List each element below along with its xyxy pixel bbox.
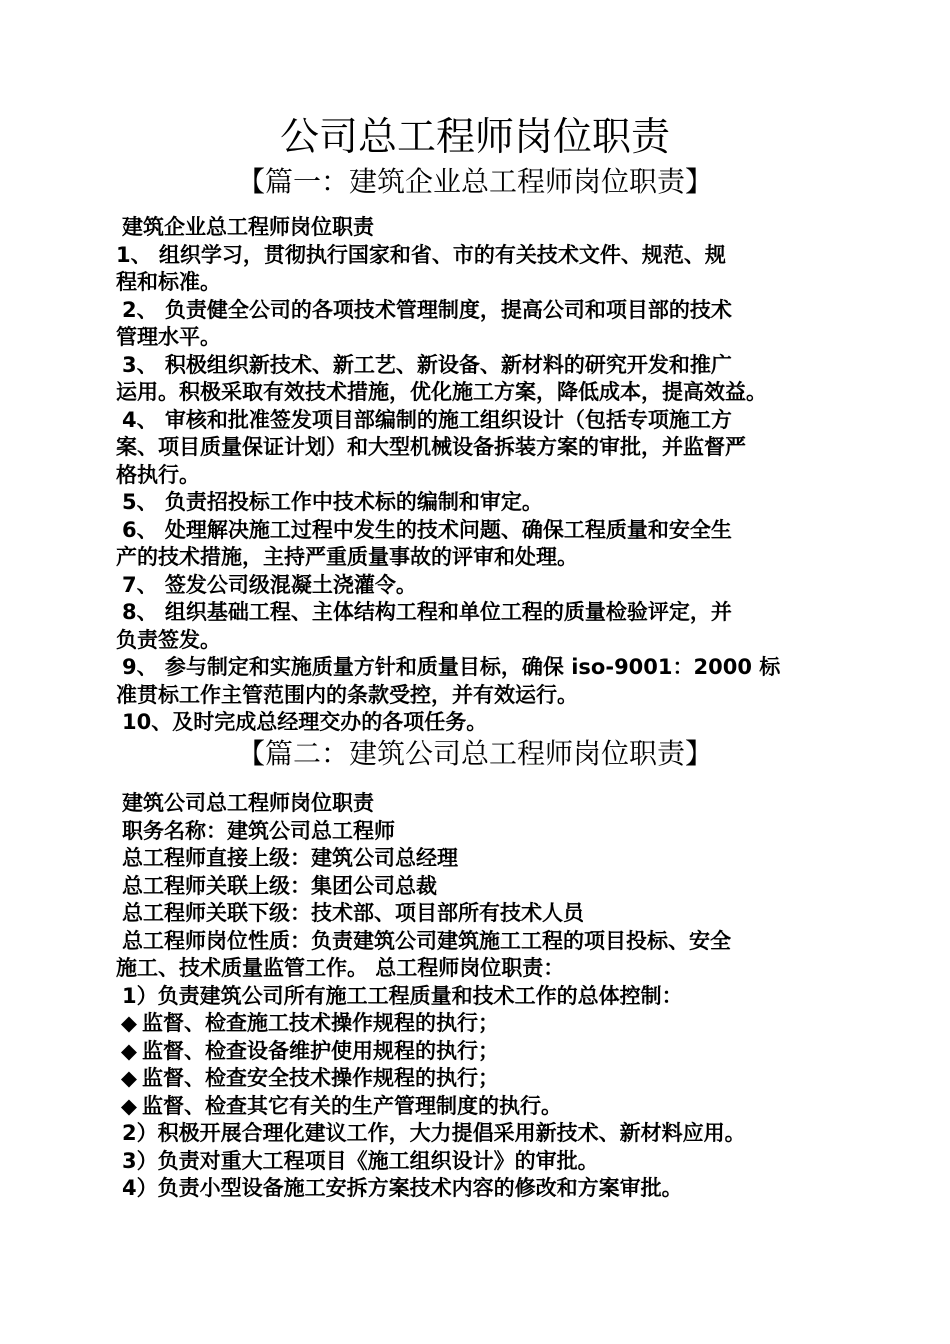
section2-line: 2）积极开展合理化建议工作，大力提倡采用新技术、新材料应用。 <box>122 1121 746 1145</box>
section1-line: 9、 参与制定和实施质量方针和质量目标，确保 iso-9001：2000 标 <box>122 655 781 679</box>
bullet-diamond-icon: ◆ <box>120 1066 138 1090</box>
section2-heading: 建筑公司总工程师岗位职责 <box>122 791 374 815</box>
section1-heading: 建筑企业总工程师岗位职责 <box>122 215 374 239</box>
section1-line: 案、项目质量保证计划）和大型机械设备拆装方案的审批，并监督严 <box>116 435 746 459</box>
section1-line: 6、 处理解决施工过程中发生的技术问题、确保工程质量和安全生 <box>122 517 732 542</box>
section2-body <box>116 790 856 1203</box>
bullet-item <box>116 1065 856 1093</box>
section1-line: 产的技术措施，主持严重质量事故的评审和处理。 <box>116 545 578 569</box>
bullet-item <box>116 1010 856 1038</box>
section2-line: 3）负责对重大工程项目《施工组织设计》的审批。 <box>122 1148 599 1173</box>
bullet-item <box>116 1093 856 1121</box>
section1-line: 程和标准。 <box>116 270 221 294</box>
bullet-diamond-icon: ◆ <box>120 1011 138 1035</box>
section1-line: 准贯标工作主管范围内的条款受控，并有效运行。 <box>116 682 578 707</box>
section1-line: 10、及时完成总经理交办的各项任务。 <box>122 710 488 734</box>
bullet-item <box>116 1038 856 1066</box>
section1-line: 运用。积极采取有效技术措施，优化施工方案，降低成本，提高效益。 <box>116 380 767 404</box>
section2-line: 总工程师岗位性质：负责建筑公司建筑施工工程的项目投标、安全 <box>122 928 731 953</box>
document-title: 公司总工程师岗位职责 <box>279 115 670 160</box>
bullet-text: 监督、检查安全技术操作规程的执行； <box>142 1066 499 1090</box>
section2-line: 总工程师直接上级：建筑公司总经理 <box>122 846 458 870</box>
section1-line: 管理水平。 <box>116 325 221 349</box>
section1-line: 格执行。 <box>116 462 200 487</box>
section1-line: 1、 组织学习，贯彻执行国家和省、市的有关技术文件、规范、规 <box>116 242 726 267</box>
section2-line: 施工、技术质量监管工作。 总工程师岗位职责： <box>116 956 565 980</box>
section2-line: 职务名称：建筑公司总工程师 <box>122 818 395 843</box>
bullet-text: 监督、检查设备维护使用规程的执行； <box>142 1038 499 1063</box>
section1-line: 8、 组织基础工程、主体结构工程和单位工程的质量检验评定，并 <box>122 600 732 624</box>
bullet-diamond-icon: ◆ <box>120 1038 138 1063</box>
section2-line: 4）负责小型设备施工安拆方案技术内容的修改和方案审批。 <box>122 1176 683 1200</box>
section1-line: 3、 积极组织新技术、新工艺、新设备、新材料的研究开发和推广 <box>122 352 732 377</box>
section1-title: 【篇一：建筑企业总工程师岗位职责】 <box>236 165 713 198</box>
section1-line: 4、 审核和批准签发项目部编制的施工组织设计（包括专项施工方 <box>122 407 732 432</box>
section2-title: 【篇二：建筑公司总工程师岗位职责】 <box>236 737 713 770</box>
section1-line: 7、 签发公司级混凝土浇灌令。 <box>122 572 417 597</box>
section1-body <box>116 214 856 737</box>
section1-line: 2、 负责健全公司的各项技术管理制度，提高公司和项目部的技术 <box>122 297 732 322</box>
section2-line: 总工程师关联下级：技术部、项目部所有技术人员 <box>122 901 584 925</box>
section1-line: 负责签发。 <box>116 627 221 652</box>
bullet-text: 监督、检查施工技术操作规程的执行； <box>142 1011 499 1035</box>
bullet-text: 监督、检查其它有关的生产管理制度的执行。 <box>142 1093 562 1118</box>
section2-line: 1）负责建筑公司所有施工工程质量和技术工作的总体控制： <box>122 983 683 1008</box>
bullet-diamond-icon: ◆ <box>120 1093 138 1118</box>
section2-line: 总工程师关联上级：集团公司总裁 <box>122 873 437 898</box>
section1-line: 5、 负责招投标工作中技术标的编制和审定。 <box>122 490 543 514</box>
